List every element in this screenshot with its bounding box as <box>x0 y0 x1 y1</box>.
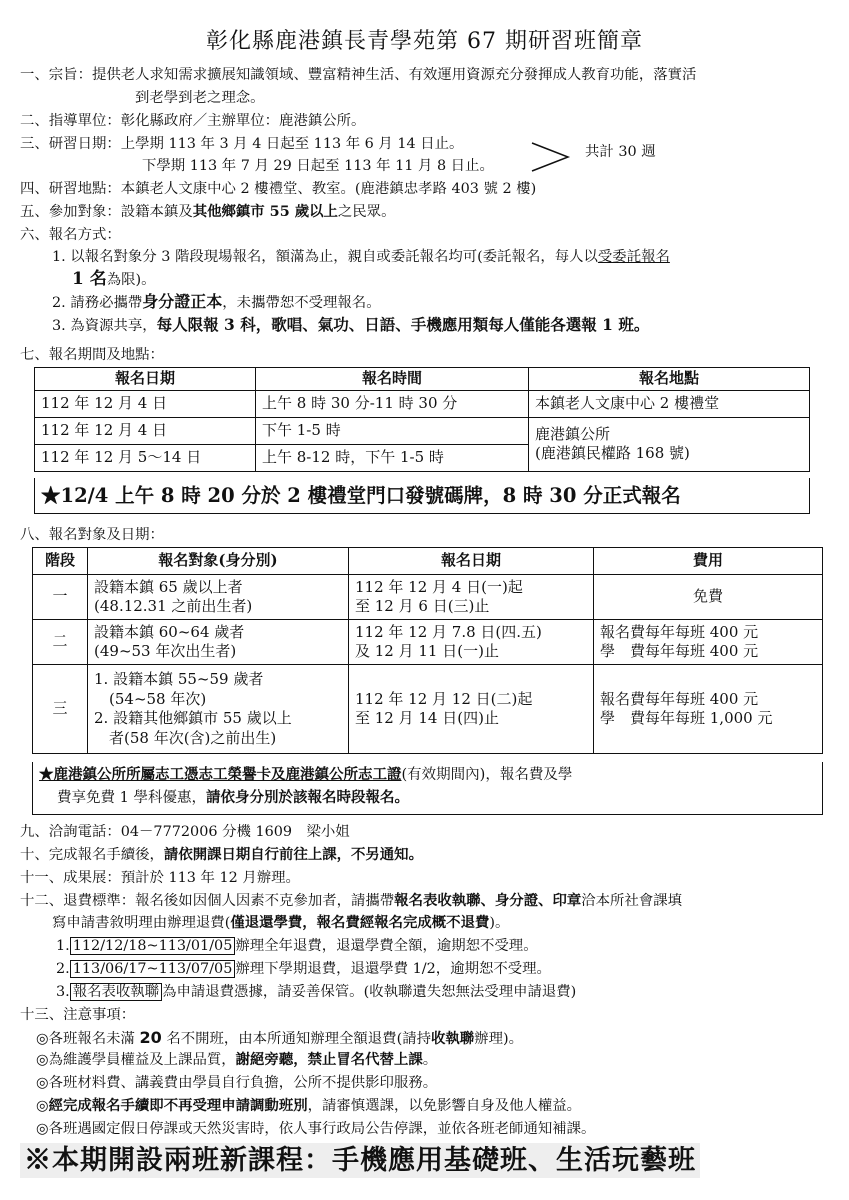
note-4-a: ◎ <box>36 1098 49 1114</box>
stage-3-target-line-2: (54~58 年次) <box>94 689 207 708</box>
col-header-fee: 費用 <box>594 548 823 575</box>
note-item-4 <box>36 1097 581 1116</box>
stage-2: 二 <box>33 620 88 665</box>
stage-3-date <box>349 665 594 754</box>
stage-1-date-line-1: 112 年 12 月 4 日(一)起 <box>355 577 523 596</box>
refund-item-3 <box>56 983 576 1002</box>
registration-method-item-3 <box>52 315 649 336</box>
refund-period-2: 113/06/17~113/07/05 <box>70 960 236 978</box>
table-row <box>33 665 823 754</box>
number-ticket-note-box <box>34 478 810 514</box>
stage-2-fee-line-1: 報名費每年每班 400 元 <box>600 622 759 641</box>
registration-method-item-2 <box>52 292 381 313</box>
exhibition-line: 十一、成果展：預計於 113 年 12 月辦理。 <box>20 870 300 886</box>
table-header-row <box>35 368 810 391</box>
period-location-label: 七、報名期間及地點： <box>20 347 164 363</box>
col-header-date: 報名日期 <box>349 548 594 575</box>
col-header-date: 報名日期 <box>35 368 256 391</box>
eligibility-text-a: 設籍本鎮及 <box>120 204 193 220</box>
page-title: 彰化縣鹿港鎮長青學苑第 67 期研習班簡章 <box>206 29 643 54</box>
note-1-b: 20 <box>139 1028 162 1047</box>
stage-schedule-label: 八、報名對象及日期： <box>20 527 164 543</box>
eligibility-label: 五、參加對象： <box>20 204 121 220</box>
completion-text-a: 十、完成報名手續後， <box>20 847 164 863</box>
volunteer-note-text: (有效期間內)，報名費及學 <box>401 767 573 783</box>
stage-3-target <box>88 665 349 754</box>
table-row <box>33 620 823 665</box>
stage-3-date-line-2: 至 12 月 14 日(四)止 <box>355 709 499 727</box>
stage-2-target <box>88 620 349 665</box>
volunteer-note-line-1 <box>39 766 572 785</box>
refund-period-1: 112/12/18~113/01/05 <box>70 937 236 955</box>
contact-phone: 九、洽詢電話：04－7772006 分機 1609 梁小姐 <box>20 824 350 840</box>
note-2-a: ◎為維護學員權益及上課品質， <box>36 1052 236 1068</box>
eligibility-text-c: 之民眾。 <box>337 204 396 220</box>
eligibility-text-b: 其他鄉鎮市 55 歲以上 <box>192 203 338 220</box>
stage-1-fee: 免費 <box>594 575 823 620</box>
organizer-line <box>20 112 365 131</box>
refund-text-1c: 洽本所社會課填 <box>581 893 683 909</box>
eligibility-line <box>20 203 395 222</box>
stage-schedule-table <box>32 547 823 754</box>
purpose-label: 一、宗旨： <box>20 67 92 83</box>
stage-2-date-line-2: 及 12 月 11 日(一)止 <box>355 642 499 660</box>
col-header-time: 報名時間 <box>256 368 529 391</box>
note-2-b: 謝絕旁聽，禁止冒名代替上課 <box>235 1051 423 1068</box>
location-label: 四、研習地點： <box>20 181 121 197</box>
completion-line <box>20 846 423 865</box>
second-semester-dates: 下學期 113 年 7 月 29 日起至 113 年 11 月 8 日止。 <box>142 158 494 174</box>
refund-item-2-text: 辦理下學期退費，退還學費 1/2，逾期恕不受理。 <box>235 961 551 977</box>
table-row <box>33 575 823 620</box>
stage-1-date <box>349 575 594 620</box>
refund-item-1 <box>56 937 538 956</box>
organizer-text: 彰化縣政府／主辦單位：鹿港鎮公所。 <box>120 113 366 129</box>
note-item-2 <box>36 1051 437 1070</box>
method-2-bold: 身分證正本 <box>142 292 223 311</box>
volunteer-note-bold: ★鹿港鎮公所所屬志工憑志工榮譽卡及鹿港鎮公所志工證 <box>39 766 402 783</box>
row-1-date: 112 年 12 月 4 日 <box>35 390 256 417</box>
stage-3-fee <box>594 665 823 754</box>
refund-line-2 <box>52 914 509 933</box>
note-1-c: 名不開班，由本所通知辦理全額退費(請持 <box>161 1031 431 1047</box>
stage-3-target-line-1: 1. 設籍本鎮 55~59 歲者 <box>94 670 264 688</box>
row-2-date: 112 年 12 月 4 日 <box>35 417 256 444</box>
refund-item-2-num: 2. <box>56 961 70 977</box>
method-2-text-a: 2. 請務必攜帶 <box>52 295 143 311</box>
method-3-text-a: 3. 為資源共享， <box>52 318 157 334</box>
registration-method-item-1-cont <box>72 268 156 290</box>
refund-item-1-text: 辦理全年退費，退還學費全額，逾期恕不受理。 <box>235 938 538 954</box>
refund-text-1b: 報名表收執聯、身分證、印章 <box>394 892 582 909</box>
stage-3-fee-line-2: 學 費每年每班 1,000 元 <box>600 709 773 727</box>
method-2-text-c: ，未攜帶恕不受理報名。 <box>222 295 381 311</box>
col-header-stage: 階段 <box>33 548 88 575</box>
receipt-stub-box: 報名表收執聯 <box>70 983 162 1001</box>
organizer-label: 二、指導單位： <box>20 113 121 129</box>
total-weeks: 共計 30 週 <box>585 144 656 160</box>
bracket-arrow-icon <box>530 140 572 174</box>
note-1-a: ◎各班報名未滿 <box>36 1031 140 1047</box>
row-3-time: 上午 8-12 時，下午 1-5 時 <box>256 444 529 471</box>
note-item-1 <box>36 1028 523 1049</box>
stage-3-target-line-4: 者(58 年次(含)之前出生) <box>94 728 277 747</box>
table-row <box>35 417 810 444</box>
table-header-row <box>33 548 823 575</box>
method-1-underlined: 受委託報名 <box>597 249 670 265</box>
method-1-text-a: 1. 以報名對象分 3 階段現場報名，額滿為止，親自或委託報名均可(委託報名，每人以 <box>52 249 598 265</box>
row-3-place: (鹿港鎮民權路 168 號) <box>535 444 690 462</box>
notes-label: 十三、注意事項： <box>20 1007 136 1023</box>
stage-2-target-line-2: (49~53 年次出生者) <box>94 642 237 660</box>
note-item-5: ◎各班遇國定假日停課或天然災害時，依人事行政局公告停課，並依各班老師通知補課。 <box>36 1121 596 1137</box>
refund-item-3-text: 為申請退費憑據，請妥善保管。(收執聯遺失恕無法受理申請退費) <box>162 984 577 1000</box>
col-header-target: 報名對象(身分別) <box>88 548 349 575</box>
refund-text-2a: 寫申請書敘明理由辦理退費( <box>52 915 231 931</box>
location-line <box>20 180 536 199</box>
purpose-text-2: 到老學到老之理念。 <box>135 90 265 106</box>
note-2-c: 。 <box>422 1052 438 1068</box>
stage-2-date-line-1: 112 年 12 月 7.8 日(四.五) <box>355 622 542 641</box>
note-item-3: ◎各班材料費、講義費由學員自行負擔，公所不提供影印服務。 <box>36 1075 438 1091</box>
refund-item-1-num: 1. <box>56 938 70 954</box>
new-courses-banner: ※本期開設兩班新課程：手機應用基礎班、生活玩藝班 <box>20 1143 700 1178</box>
stage-1-target <box>88 575 349 620</box>
stage-2-fee <box>594 620 823 665</box>
refund-text-1a: 十二、退費標準：報名後如因個人因素不克參加者，請攜帶 <box>20 893 395 909</box>
row-2-place: 鹿港鎮公所 <box>535 424 611 443</box>
period-location-table <box>34 367 810 472</box>
study-dates-label: 三、研習日期： <box>20 136 121 152</box>
row-1-time: 上午 8 時 30 分-11 時 30 分 <box>256 390 529 417</box>
volunteer-note-text-c: 費享免費 1 學科優惠， <box>57 790 206 806</box>
stage-2-fee-line-2: 學 費每年每班 400 元 <box>600 642 759 660</box>
stage-3-date-line-1: 112 年 12 月 12 日(二)起 <box>355 689 533 708</box>
stage-1: 一 <box>33 575 88 620</box>
registration-method-label: 六、報名方式： <box>20 227 121 243</box>
purpose-text-1: 提供老人求知需求擴展知識領域、豐富精神生活、有效運用資源充分發揮成人教育功能，落實活 <box>91 67 697 83</box>
completion-text-b: 請依開課日期自行前往上課，不另通知。 <box>163 846 423 863</box>
stage-1-target-line-1: 設籍本鎮 65 歲以上者 <box>94 577 243 596</box>
method-3-bold: 每人限報 3 科，歌唱、氣功、日語、手機應用類每人僅能各選報 1 班。 <box>156 315 650 334</box>
stage-3-fee-line-1: 報名費每年每班 400 元 <box>600 689 759 708</box>
number-ticket-note: ★12/4 上午 8 時 20 分於 2 樓禮堂門口發號碼牌，8 時 30 分正式報名 <box>41 484 681 507</box>
stage-3-target-line-3: 2. 設籍其他鄉鎮市 55 歲以上 <box>94 709 292 727</box>
refund-text-2c: )。 <box>489 915 510 931</box>
row-3-date: 112 年 12 月 5～14 日 <box>35 444 256 471</box>
study-dates-line-1 <box>20 135 463 154</box>
note-1-e: 辦理)。 <box>474 1031 523 1047</box>
row-1-place: 本鎮老人文康中心 2 樓禮堂 <box>529 390 810 417</box>
col-header-place: 報名地點 <box>529 368 810 391</box>
note-1-d: 收執聯 <box>430 1030 475 1047</box>
note-4-b: 經完成報名手續即不再受理申請調動班別 <box>48 1097 308 1114</box>
volunteer-note-bold-d: 請依身分別於該報名時段報名。 <box>205 789 409 806</box>
purpose-line-1 <box>20 66 696 85</box>
registration-method-item-1 <box>52 248 670 267</box>
stage-1-target-line-2: (48.12.31 之前出生者) <box>94 597 253 615</box>
table-row <box>35 390 810 417</box>
row-2-time: 下午 1-5 時 <box>256 417 529 444</box>
row-2-3-place <box>529 417 810 471</box>
note-4-c: ，請審慎選課，以免影響自身及他人權益。 <box>307 1098 582 1114</box>
first-semester-dates: 上學期 113 年 3 月 4 日起至 113 年 6 月 14 日止。 <box>120 136 464 152</box>
volunteer-note-box <box>32 762 823 815</box>
stage-1-date-line-2: 至 12 月 6 日(三)止 <box>355 597 490 615</box>
method-1-text-c: 為限)。 <box>106 272 156 288</box>
stage-2-date <box>349 620 594 665</box>
refund-text-2b: 僅退還學費，報名費經報名完成概不退費 <box>230 914 490 931</box>
refund-item-3-num: 3. <box>56 984 70 1000</box>
stage-3: 三 <box>33 665 88 754</box>
method-1-bold-count: 1 名 <box>72 269 107 289</box>
volunteer-note-line-2 <box>57 789 409 808</box>
refund-line-1 <box>20 892 682 911</box>
stage-2-target-line-1: 設籍本鎮 60~64 歲者 <box>94 622 245 641</box>
location-text: 本鎮老人文康中心 2 樓禮堂、教室。(鹿港鎮忠孝路 403 號 2 樓) <box>120 181 537 197</box>
refund-item-2 <box>56 960 551 979</box>
